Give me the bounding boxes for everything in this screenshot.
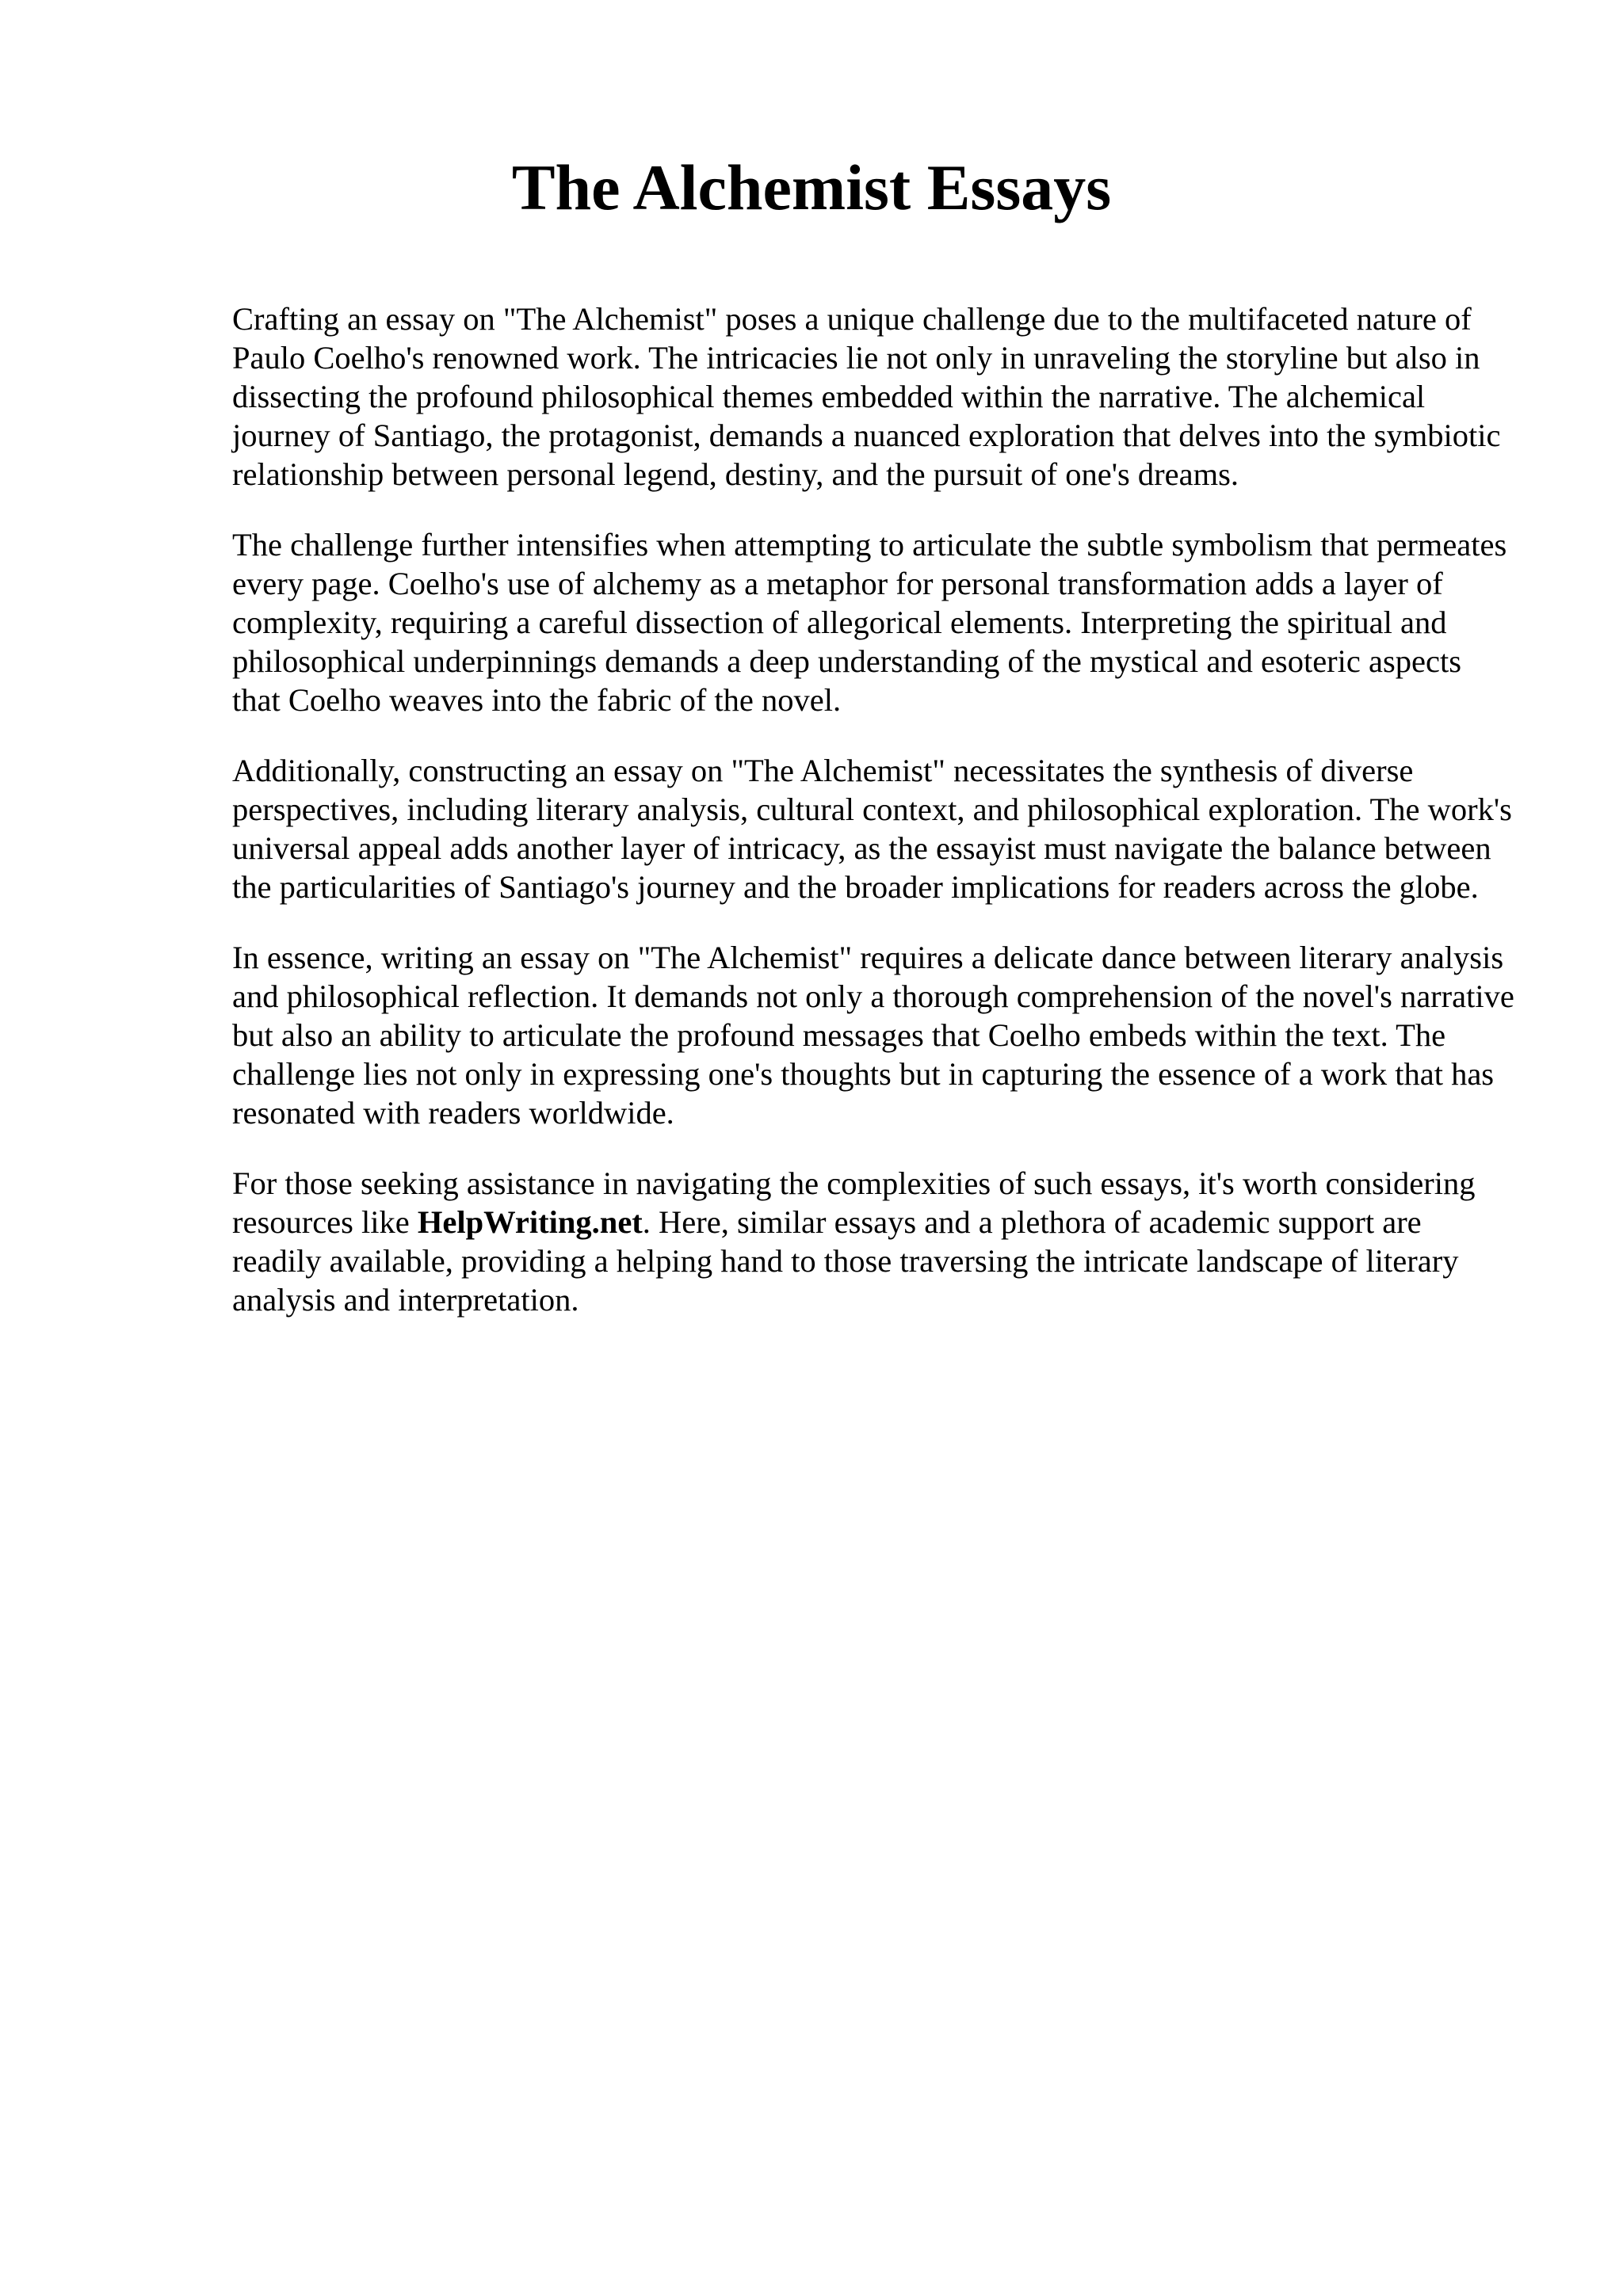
paragraph-5-text-before-link: For those seeking assistance in navigating the complexities of such essays, it's worth considering resources like (232, 1165, 1476, 1240)
paragraph-1: Crafting an essay on "The Alchemist" poses a unique challenge due to the multifaceted nature of Paulo Coelho's renowned work. The intricacies lie not only in unraveling the storyline but also in dissecting the profound philosophical themes embedded within the narrative. The alchemical journey of Santiago, the protagonist, demands a nuanced exploration that delves into the symbiotic relationship between personal legend, destiny, and the pursuit of one's dreams. (232, 301, 1501, 492)
paragraph-5 (232, 1164, 1516, 1319)
paragraph-5-text-after-link: . Here, similar essays and a plethora of academic support are readily available, providing a helping hand to those traversing the intricate landscape of literary analysis and interpretation. (232, 1204, 1459, 1318)
paragraph-2: The challenge further intensifies when attempting to articulate the subtle symbolism that permeates every page. Coelho's use of alchemy as a metaphor for personal transformation adds a layer of complexity, requiring a careful dissection of allegorical elements. Interpreting the spiritual and philosophical underpinnings demands a deep understanding of the mystical and esoteric aspects that Coelho weaves into the fabric of the novel. (232, 527, 1507, 718)
paragraph-3: Additionally, constructing an essay on "The Alchemist" necessitates the synthesis of diverse perspectives, including literary analysis, cultural context, and philosophical exploration. The work's universal appeal adds another layer of intricacy, as the essayist must navigate the balance between the particularities of Santiago's journey and the broader implications for readers across the globe. (232, 753, 1512, 905)
document-body (232, 299, 1516, 1351)
paragraph-4: In essence, writing an essay on "The Alchemist" requires a delicate dance between literary analysis and philosophical reflection. It demands not only a thorough comprehension of the novel's narrative but also an ability to articulate the profound messages that Coelho embeds within the text. The challenge lies not only in expressing one's thoughts but in capturing the essence of a work that has resonated with readers worldwide. (232, 940, 1514, 1131)
document-title: The Alchemist Essays (511, 151, 1112, 223)
helpwriting-link[interactable]: HelpWriting.net (417, 1204, 643, 1240)
